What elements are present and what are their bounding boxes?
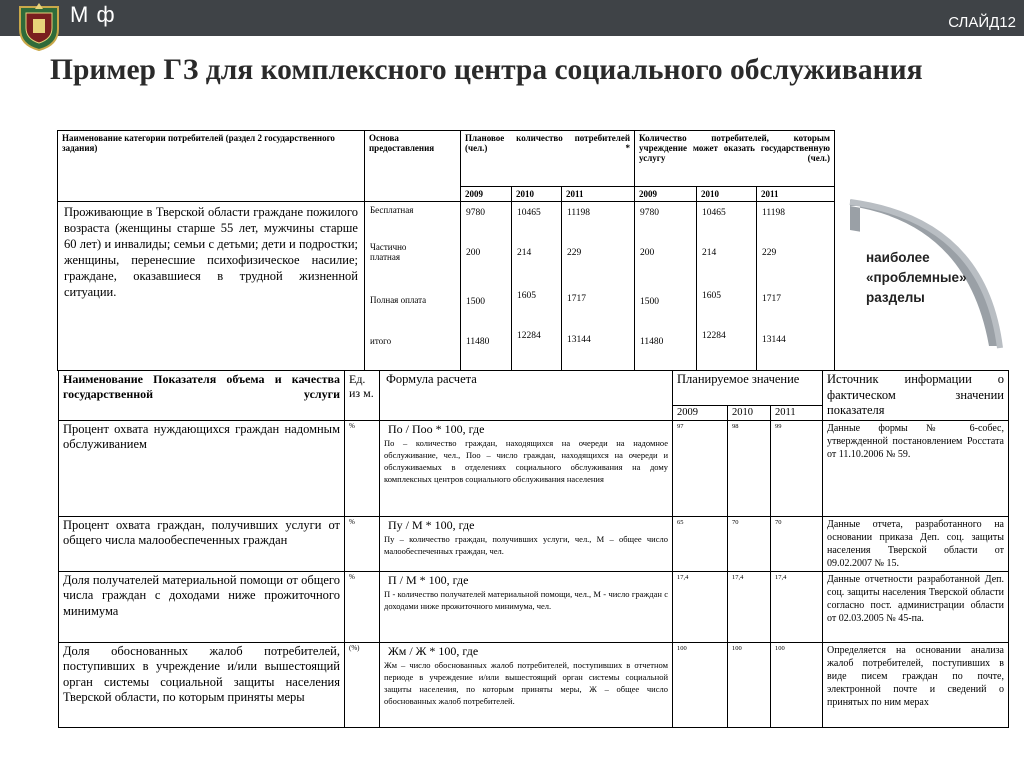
table1-value: 200 [466,248,481,258]
table1-value: 13144 [762,335,786,345]
table1-value: 10465 [517,208,541,218]
table1-value: 1500 [640,297,659,307]
indicator-name: Процент охвата нуждающихся граждан надомным обслуживанием [59,420,345,516]
table1-year: 2009 [635,187,697,202]
indicator-name: Доля обоснованных жалоб потребителей, поступивших в учреждение и/или вышестоящий орган системы социальной защиты населения Тверской области, по которым приняты меры [59,642,345,727]
indicator-formula [380,571,673,642]
table1-value: 11198 [567,208,591,218]
table1-header-basis: Основа предоставления [365,131,461,202]
table1-header-capacity: Количество потребителей, которым учреждение может оказать государственную услугу (чел.) [635,131,835,187]
basis-label: Полная оплата [370,295,427,305]
table1-values-col [461,202,512,371]
table1-values-col [512,202,562,371]
table1-year: 2011 [562,187,635,202]
table1-values-col [757,202,835,371]
table1-value: 11198 [762,208,786,218]
indicator-formula [380,420,673,516]
basis-label: Бесплатная [370,205,414,215]
table2-year: 2011 [771,406,823,420]
table1-values-col [635,202,697,371]
formula-desc: Жм – число обоснованных жалоб потребителей, поступивших в отчетном периоде в учреждение и/или вышестоящий орган системы социальной защиты населения, по которым приняты меры, Ж – общее число обоснованных жалоб потребителей. [384,659,668,706]
indicator-value: 70 [728,516,771,571]
formula-main: Пу / М * 100, где [388,517,475,532]
table1-year: 2009 [461,187,512,202]
table1-header-planned: Плановое количество потребителей (чел.) * [461,131,635,187]
table1-year: 2010 [512,187,562,202]
indicator-unit: % [345,571,380,642]
indicator-formula [380,516,673,571]
indicator-value: 98 [728,420,771,516]
indicator-formula [380,642,673,727]
table1-value: 11480 [640,337,664,347]
table1-values-col [562,202,635,371]
indicator-name: Доля получателей материальной помощи от общего числа граждан с доходами ниже прожиточного минимума [59,571,345,642]
basis-label: Частично платная [370,242,407,262]
coat-of-arms-logo [16,1,62,51]
basis-label: итого [370,336,392,346]
indicator-value: 100 [771,642,823,727]
page-title: Пример ГЗ для комплексного центра социального обслуживания [50,54,923,86]
formula-desc: Пу – количество граждан, получивших услуги, чел., М – общее число малообеспеченных граждан, чел. [384,533,668,556]
table1-value: 10465 [702,208,726,218]
table1-value: 1717 [567,294,586,304]
indicator-unit: % [345,420,380,516]
table1-year: 2011 [757,187,835,202]
table1-value: 229 [762,248,777,258]
indicators-table [58,370,1009,728]
side-note: наиболее «проблемные» разделы [866,250,967,305]
formula-desc: По – количество граждан, находящихся на очереди на надомное обслуживание, чел., Поо – число граждан, находящихся на очереди и обслуживаемых в отделениях социального обслуживания на дому комплексных центров социального обслуживания населения [384,437,668,484]
table1-bases [365,202,461,371]
indicator-value: 99 [771,420,823,516]
indicator-value: 100 [673,642,728,727]
formula-main: Жм / Ж * 100, где [388,643,479,658]
table1-year: 2010 [697,187,757,202]
table1-value: 1500 [466,297,485,307]
consumers-table [57,130,835,371]
indicator-source: Определяется на основании анализа жалоб потребителей, поступивших в виде писем граждан по почте, электронной почте и сведений о принятых по ним мерах [823,642,1009,727]
slide-number: СЛАЙД12 [948,14,1016,31]
table1-value: 1605 [702,291,721,301]
table2-header-planned: Планируемое значение [673,371,823,406]
table2-header-source: Источник информации о фактическом значении показателя [823,371,1009,421]
table1-value: 9780 [640,208,659,218]
table1-value: 200 [640,248,655,258]
table1-value: 12284 [702,331,726,341]
indicator-source: Данные отчетности разработанной Деп. соц. защиты населения Тверской области согласно пост. администрации области от 02.03.2005 № 45-па. [823,571,1009,642]
table2-year: 2010 [728,406,771,420]
indicator-value: 70 [771,516,823,571]
formula-main: По / Поо * 100, где [388,421,485,436]
indicator-value: 100 [728,642,771,727]
table1-value: 229 [567,248,582,258]
table1-header-category: Наименование категории потребителей (раздел 2 государственного задания) [58,131,365,202]
table1-value: 11480 [466,337,490,347]
formula-desc: П - количество получателей материальной помощи, чел., М - число граждан с доходами ниже прожиточного минимума, чел. [384,588,668,611]
brand-label: М ф [70,2,116,27]
indicator-value: 65 [673,516,728,571]
table1-category-text: Проживающие в Тверской области граждане пожилого возраста (женщины старше 55 лет, мужчины старше 60 лет) и инвалиды; семьи с детьми; дети и подростки; женщины, перенесшие психофизическое насилие; граждане, оказавшиеся в трудной жизненной ситуации. [58,202,365,371]
indicator-value: 17,4 [728,571,771,642]
indicator-value: 17,4 [673,571,728,642]
table1-value: 13144 [567,335,591,345]
table1-value: 214 [517,248,532,258]
top-bar [0,0,1024,36]
indicator-source: Данные формы № 6-собес, утвержденной постановлением Росстата от 11.10.2006 № 59. [823,420,1009,516]
table1-value: 9780 [466,208,485,218]
table2-header-unit: Ед. из м. [345,371,380,421]
indicator-value: 17,4 [771,571,823,642]
table2-year: 2009 [673,406,728,420]
indicator-value: 97 [673,420,728,516]
table1-value: 214 [702,248,717,258]
table1-value: 1717 [762,294,781,304]
indicator-unit: % [345,516,380,571]
table1-values-col [697,202,757,371]
table2-header-formula: Формула расчета [380,371,673,421]
formula-main: П / М * 100, где [388,572,469,587]
table1-value: 12284 [517,331,541,341]
indicator-unit: (%) [345,642,380,727]
table1-value: 1605 [517,291,536,301]
indicator-name: Процент охвата граждан, получивших услуги от общего числа малообеспеченных граждан [59,516,345,571]
table2-header-name: Наименование Показателя объема и качества государственной услуги [59,371,345,421]
indicator-source: Данные отчета, разработанного на основании приказа Деп. соц. защиты населения Тверской области от 09.02.2007 № 15. [823,516,1009,571]
